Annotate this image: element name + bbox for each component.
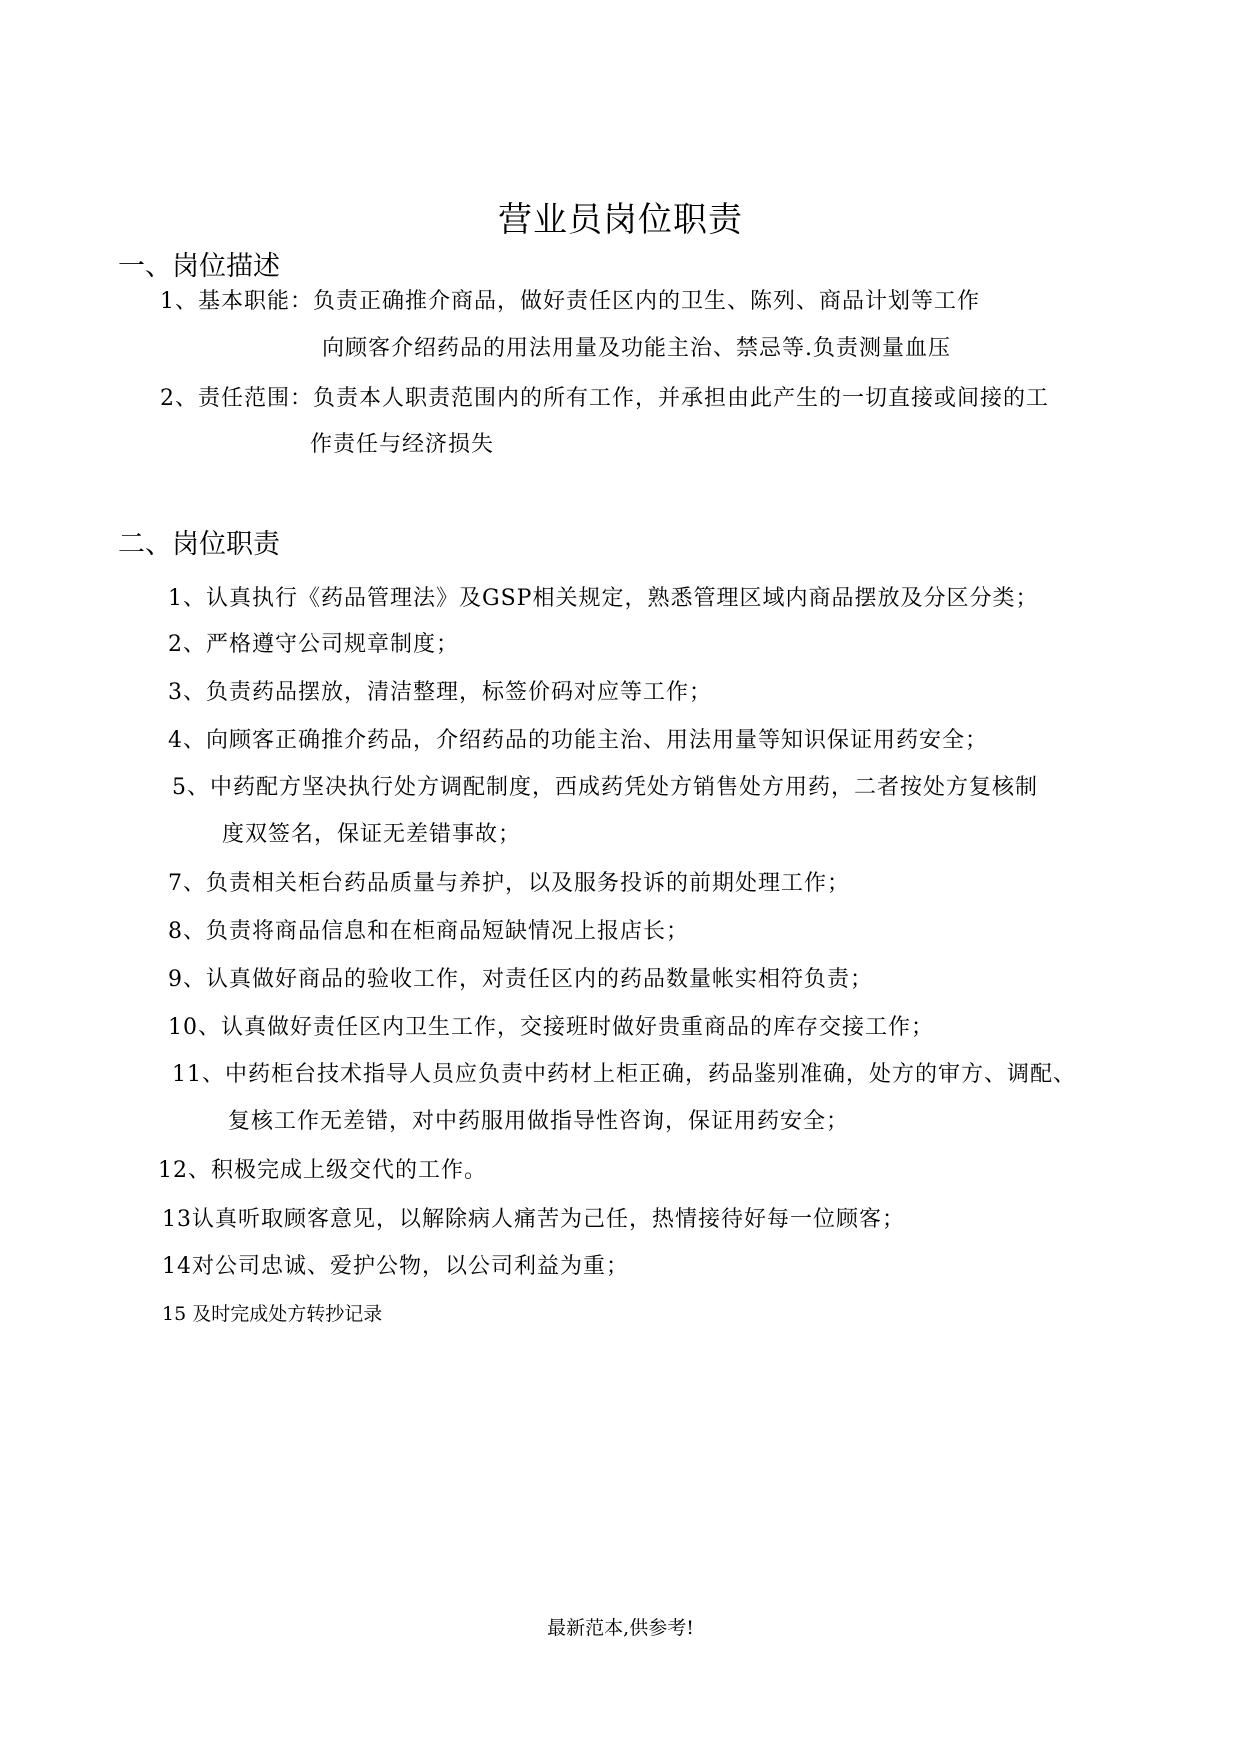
section-heading-job-description: 一、岗位描述 bbox=[118, 251, 280, 282]
description-line-1: 1、基本职能：负责正确推介商品，做好责任区内的卫生、陈列、商品计划等工作 bbox=[160, 289, 980, 314]
duty-item: 11、中药柜台技术指导人员应负责中药材上柜正确，药品鉴别准确，处方的审方、调配、 bbox=[172, 1062, 1076, 1087]
description-line-4: 作责任与经济损失 bbox=[310, 432, 495, 457]
description-line-3: 2、责任范围：负责本人职责范围内的所有工作，并承担由此产生的一切直接或间接的工 bbox=[160, 386, 1049, 411]
duty-item: 14对公司忠诚、爱护公物，以公司利益为重； bbox=[162, 1254, 629, 1279]
duty-item: 4、向顾客正确推介药品，介绍药品的功能主治、用法用量等知识保证用药安全； bbox=[168, 728, 988, 753]
duty-item: 15 及时完成处方转抄记录 bbox=[162, 1303, 383, 1325]
document-title: 营业员岗位职责 bbox=[498, 200, 743, 240]
duty-item: 10、认真做好责任区内卫生工作，交接班时做好贵重商品的库存交接工作； bbox=[168, 1015, 934, 1040]
duty-item: 8、负责将商品信息和在柜商品短缺情况上报店长； bbox=[168, 919, 689, 944]
duty-item: 3、负责药品摆放，清洁整理，标签价码对应等工作； bbox=[168, 680, 712, 705]
duty-item: 12、积极完成上级交代的工作。 bbox=[158, 1158, 487, 1183]
duty-item: 9、认真做好商品的验收工作，对责任区内的药品数量帐实相符负责； bbox=[168, 967, 873, 992]
page-footer: 最新范本,供参考! bbox=[547, 1617, 694, 1639]
duty-item: 5、中药配方坚决执行处方调配制度，西成药凭处方销售处方用药，二者按处方复核制 bbox=[172, 775, 1038, 800]
section-heading-job-duties: 二、岗位职责 bbox=[118, 529, 280, 560]
duty-item: 7、负责相关柜台药品质量与养护，以及服务投诉的前期处理工作； bbox=[168, 871, 850, 896]
duty-item-continuation: 复核工作无差错，对中药服用做指导性咨询，保证用药安全； bbox=[228, 1109, 850, 1134]
duty-item: 2、严格遵守公司规章制度； bbox=[168, 632, 459, 657]
description-line-2: 向顾客介绍药品的用法用量及功能主治、禁忌等.负责测量血压 bbox=[322, 336, 951, 361]
duty-item-continuation: 度双签名，保证无差错事故； bbox=[222, 822, 522, 847]
duty-item: 13认真听取顾客意见，以解除病人痛苦为己任，热情接待好每一位顾客； bbox=[162, 1207, 905, 1232]
duty-item: 1、认真执行《药品管理法》及GSP相关规定，熟悉管理区域内商品摆放及分区分类； bbox=[168, 586, 1039, 611]
